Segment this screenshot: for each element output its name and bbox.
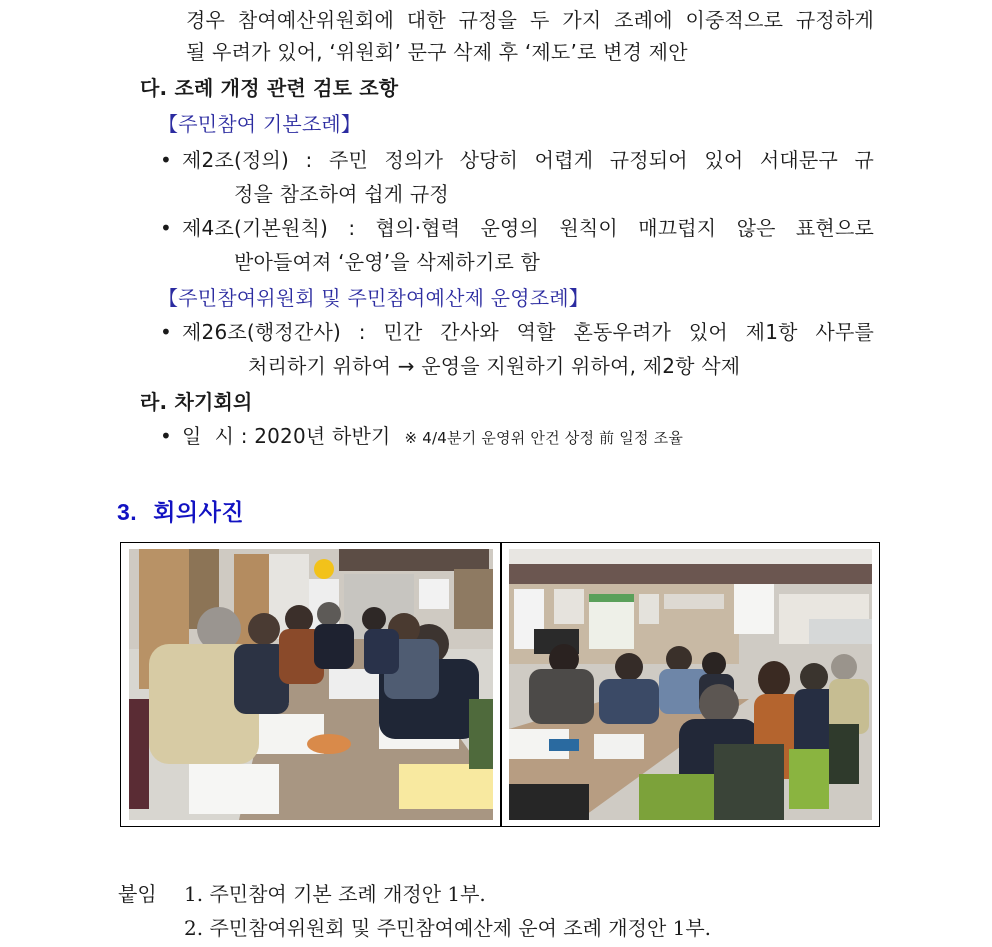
photo-table [120,542,880,827]
group-title-committee-ordinance: 【주민참여위원회 및 주민참여예산제 운영조례】 [158,286,589,310]
meeting-photo-1 [129,549,493,820]
group-title-basic-ordinance: 【주민참여 기본조례】 [158,112,362,136]
continuation-line-1: 경우 참여예산위원회에 대한 규정을 두 가지 조례에 이중적으로 규정하게 [186,8,874,32]
item-article-2-line-2: 정을 참조하여 쉽게 규정 [234,182,449,206]
bullet-icon: • [160,148,172,172]
bullet-icon: • [160,216,172,240]
bullet-icon: • [160,320,172,344]
bullet-icon: • [160,424,172,448]
meeting-photo-2 [509,549,872,820]
section-title-text: 회의사진 [153,499,245,525]
item-article-4-line-2: 받아들여져 ‘운영’을 삭제하기로 함 [234,250,541,274]
item-article-4-line-1: • 제4조(기본원칙) : 협의·협력 운영의 원칙이 매끄럽지 않은 표현으로 [160,216,874,240]
next-meeting-item [160,422,683,452]
next-meeting-note: ※ 4/4분기 운영위 안건 상정 前 일정 조율 [404,429,684,447]
attachment-item-1: 1. 주민참여 기본 조례 개정안 1부. [184,882,486,906]
section-number: 3. [117,499,138,525]
section-ra-heading: 라. 차기회의 [140,390,253,414]
attachments-label: 붙임 [118,882,157,906]
item-article-2-line-1: • 제2조(정의) : 주민 정의가 상당히 어렵게 규정되어 있어 서대문구 규 [160,148,874,172]
next-meeting-date: 일 시 : 2020년 하반기 [182,424,391,448]
item-article-26-line-1: • 제26조(행정간사) : 민간 간사와 역할 혼동우려가 있어 제1항 사무를 [160,320,874,344]
section-da-heading: 다. 조례 개정 관련 검토 조항 [140,76,399,100]
attachment-item-2: 2. 주민참여위원회 및 주민참여예산제 운여 조례 개정안 1부. [184,916,712,940]
table-divider [500,543,502,826]
meeting-photo-2-image [509,549,872,820]
meeting-photo-1-image [129,549,493,820]
item-article-26-line-2: 처리하기 위하여 → 운영을 지원하기 위하여, 제2항 삭제 [248,354,741,378]
continuation-line-2: 될 우려가 있어, ‘위원회’ 문구 삭제 후 ‘제도’로 변경 제안 [186,40,688,64]
section-3-title [117,494,244,527]
